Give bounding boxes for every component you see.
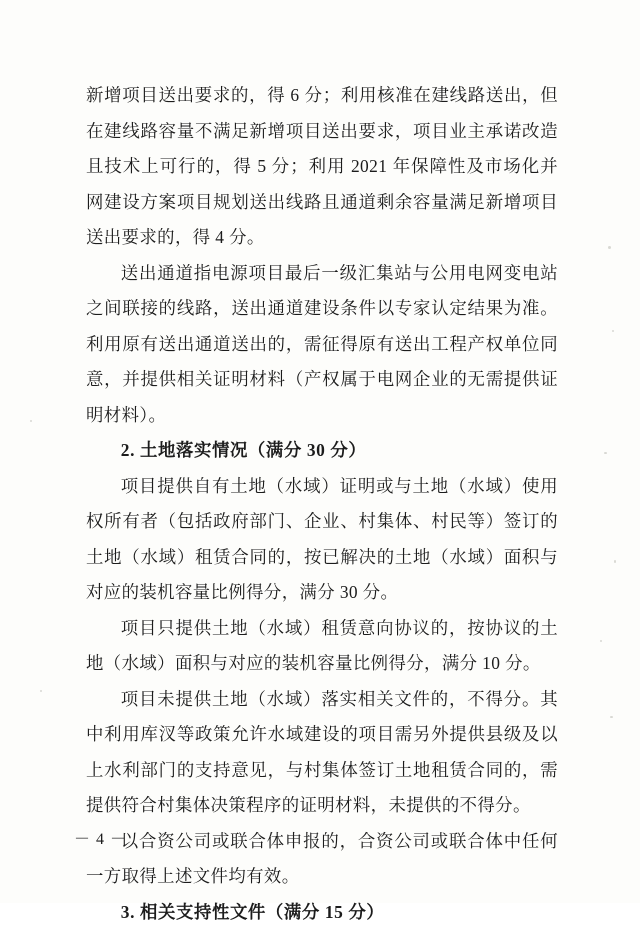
paragraph-land-ownership-proof: 项目提供自有土地（水域）证明或与土地（水域）使用权所有者（包括政府部门、企业、村集体、村民等）签订的土地（水域）租赁合同的，按已解决的土地（水域）面积与对应的装机容量比例得分，满分 30 分。 [86, 469, 558, 611]
section-heading-land-implementation: 2. 土地落实情况（满分 30 分） [86, 433, 558, 469]
scan-speck [40, 690, 42, 692]
scan-speck [612, 330, 614, 332]
paragraph-joint-venture: 以合资公司或联合体申报的，合资公司或联合体中任何一方取得上述文件均有效。 [86, 824, 558, 895]
scan-speck [604, 452, 607, 454]
page-number: － 4 － [0, 826, 640, 849]
paragraph-transmission-channel: 送出通道指电源项目最后一级汇集站与公用电网变电站之间联接的线路，送出通道建设条件以专家认定结果为准。利用原有送出通道送出的，需征得原有送出工程产权单位同意，并提供相关证明材料（产权属于电网企业的无需提供证明材料）。 [86, 256, 558, 434]
scan-speck [610, 716, 613, 718]
section-heading-supporting-documents: 3. 相关支持性文件（满分 15 分） [86, 895, 558, 930]
document-text-body [86, 78, 558, 930]
paragraph-no-land-documents: 项目未提供土地（水域）落实相关文件的，不得分。其中利用库汊等政策允许水域建设的项目需另外提供县级及以上水利部门的支持意见，与村集体签订土地租赁合同的，需提供符合村集体决策程序的证明材料，未提供的不得分。 [86, 682, 558, 824]
scan-speck [600, 640, 602, 642]
paragraph-continued: 新增项目送出要求的，得 6 分；利用核准在建线路送出，但在建线路容量不满足新增项目送出要求，项目业主承诺改造且技术上可行的，得 5 分；利用 2021 年保障性及市场化并网建设方案项目规划送出线路且通道剩余容量满足新增项目送出要求的，得 4 分。 [86, 78, 558, 256]
paragraph-land-intent-agreement: 项目只提供土地（水域）租赁意向协议的，按协议的土地（水域）面积与对应的装机容量比例得分，满分 10 分。 [86, 611, 558, 682]
scan-speck [614, 560, 616, 563]
scan-speck [608, 246, 611, 249]
scan-speck [30, 420, 32, 422]
